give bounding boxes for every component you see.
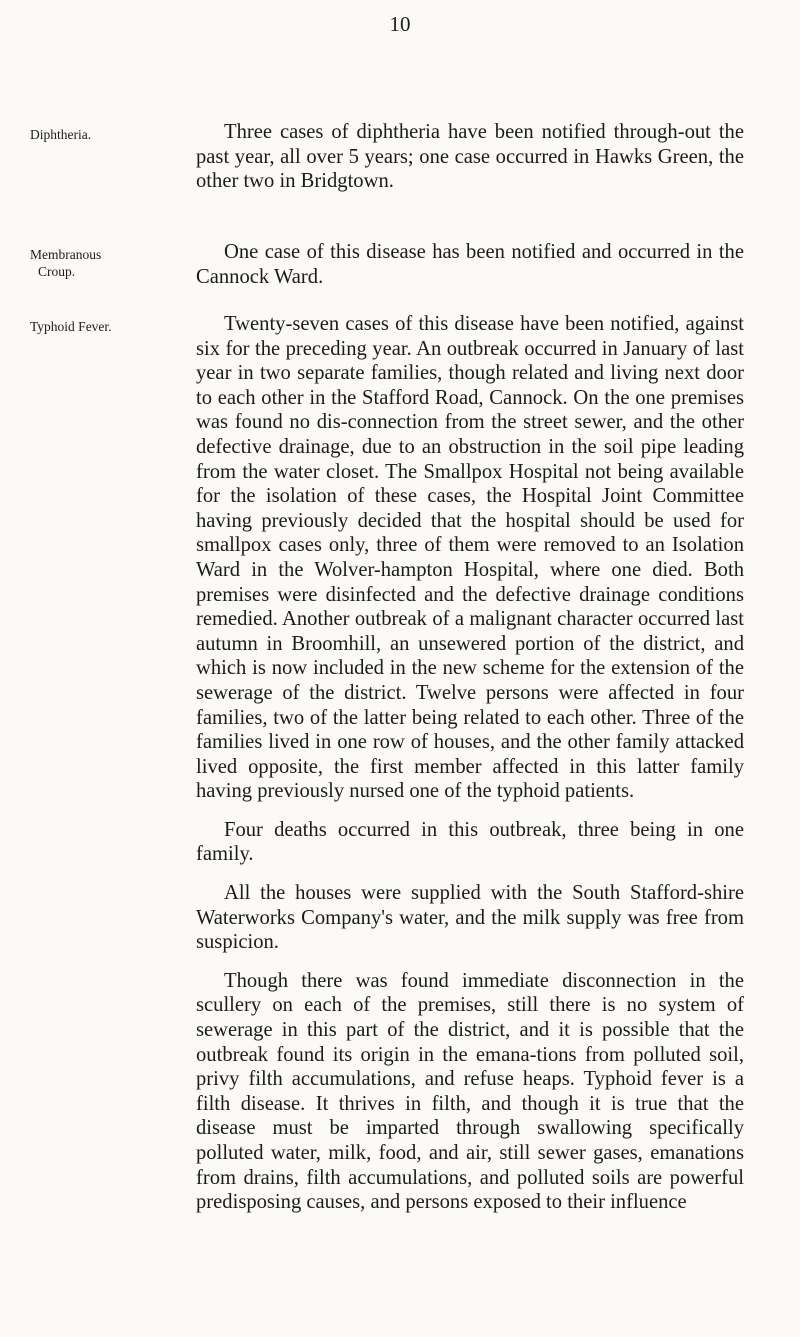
paragraph: All the houses were supplied with the South Stafford-shire Waterworks Company's water, and the milk supply was free from suspicion. — [196, 882, 744, 954]
paragraph: One case of this disease has been notified and occurred in the Cannock Ward. — [196, 241, 744, 288]
paragraph: Four deaths occurred in this outbreak, three being in one family. — [196, 818, 744, 866]
paragraph: Three cases of diphtheria have been notified through-out the past year, all over 5 years; one case occurred in Hawks Green, the other two in Bridgtown. — [196, 121, 744, 193]
section-body — [196, 120, 744, 194]
side-heading-diphtheria — [30, 126, 160, 143]
paragraph: Twenty-seven cases of this disease have been notified, against six for the preceding year. An outbreak occurred in January of last year in two separate families, though related and living next door to each other in the Stafford Road, Cannock. On the one premises was found no dis-connection from the street sewer, and the other defective drainage, due to an obstruction in the soil pipe leading from the water closet. The Smallpox Hospital not being available for the isolation of these cases, the Hospital Joint Committee having previously decided that the hospital should be used for smallpox cases only, three of them were removed to an Isolation Ward in the Wolver-hampton Hospital, where one died. Both premises were disinfected and the defective drainage conditions remedied. Another outbreak of a malignant character occurred last autumn in Broomhill, an unsewered portion of the district, and which is now included in the new scheme for the extension of the sewerage of the district. Twelve persons were affected in four families, two of the latter being related to each other. Three of the families lived in one row of houses, and the other family attacked lived opposite, the first member affected in this latter family having previously nursed one of the typhoid patients. — [196, 313, 744, 803]
side-heading-line: Membranous — [30, 247, 102, 262]
side-heading-line: Diphtheria. — [30, 127, 92, 142]
side-heading-membranous-croup — [30, 246, 160, 280]
side-heading-line: Typhoid Fever. — [30, 319, 112, 334]
paragraph: Though there was found immediate disconnection in the scullery on each of the premises, still there is no system of sewerage in this part of the district, and it is possible that the outbreak found its origin in the emana-tions from polluted soil, privy filth accumulations, and refuse heaps. Typhoid fever is a filth disease. It thrives in filth, and though it is true that the disease must be imparted through swallowing specifically polluted water, milk, food, and air, still sewer gases, emanations from drains, filth accumulations, and polluted soils are powerful predisposing causes, and persons exposed to their influence — [196, 969, 744, 1214]
side-heading-typhoid-fever — [30, 318, 160, 335]
page-number: 10 — [389, 12, 411, 36]
section-body — [196, 240, 744, 289]
section-body — [196, 312, 744, 1215]
side-heading-line: Croup. — [38, 264, 76, 279]
